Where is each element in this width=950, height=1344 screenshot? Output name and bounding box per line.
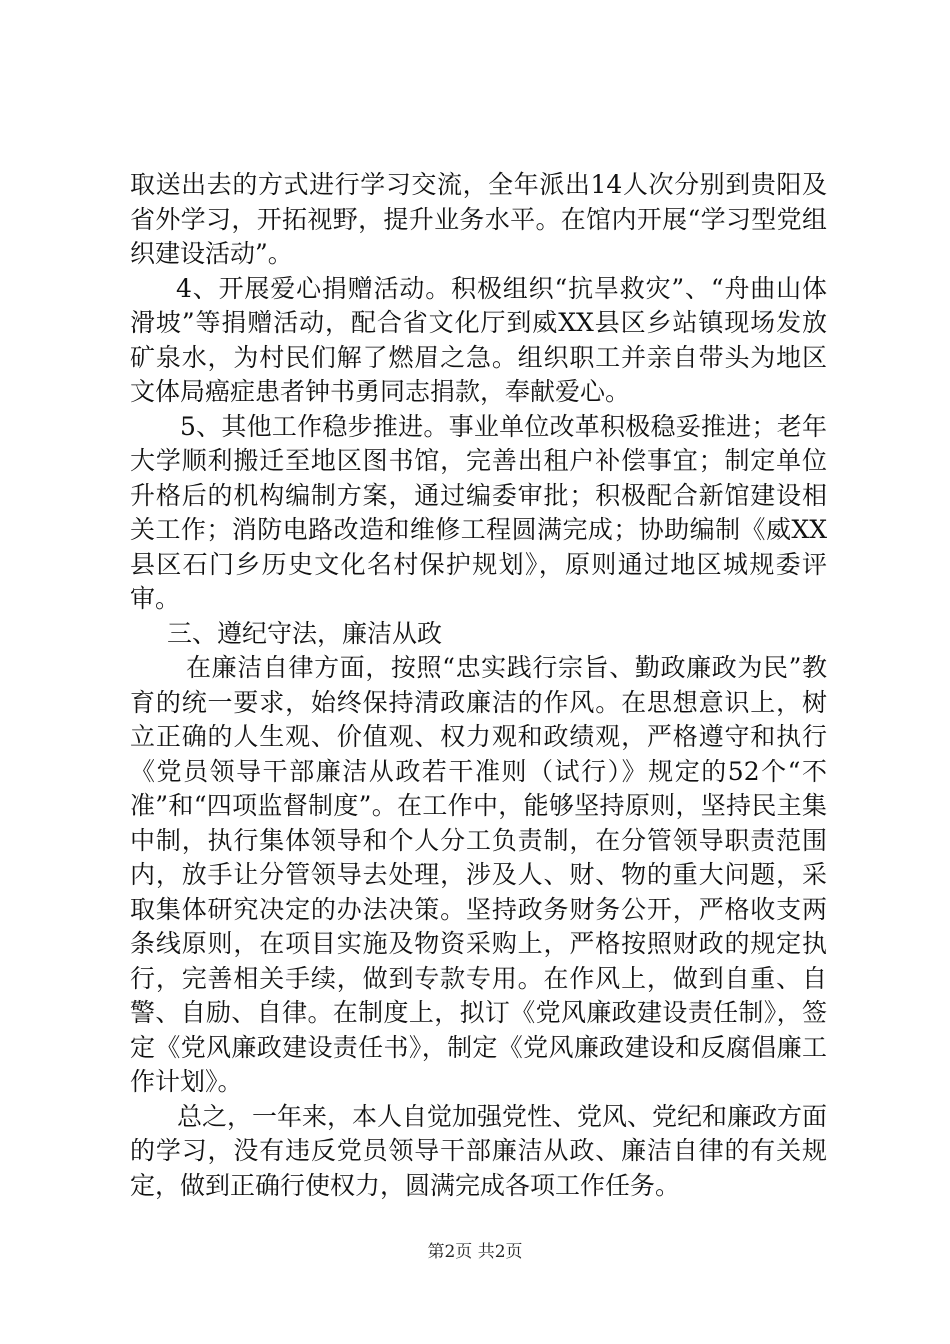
paragraph-continuation: 取送出去的方式进行学习交流，全年派出14人次分别到贵阳及省外学习，开拓视野，提升业务水平。在馆内开展“学习型党组织建设活动”。 (130, 170, 827, 268)
page-number-footer: 第2页 共2页 (427, 1242, 523, 1262)
paragraph-other-work: 5、其他工作稳步推进。事业单位改革积极稳妥推进；老年大学顺利搬迁至地区图书馆，完善出租户补偿事宜；制定单位升格后的机构编制方案，通过编委审批；积极配合新馆建设相关工作；消防电路改造和维修工程圆满完成；协助编制《威XX县区石门乡历史文化名村保护规划》，原则通过地区城规委评审。 (130, 411, 827, 613)
paragraph-integrity: 在廉洁自律方面，按照“忠实践行宗旨、勤政廉政为民”教育的统一要求，始终保持清政廉洁的作风。在思想意识上，树立正确的人生观、价值观、权力观和政绩观，严格遵守和执行《党员领导干部廉洁从政若干准则（试行）》规定的52个“不准”和“四项监督制度”。在工作中，能够坚持原则，坚持民主集中制，执行集体领导和个人分工负责制，在分管领导职责范围内，放手让分管领导去处理，涉及人、财、物的重大问题，采取集体研究决定的办法决策。坚持政务财务公开，严格收支两条线原则，在项目实施及物资采购上，严格按照财政的规定执行，完善相关手续，做到专款专用。在作风上，做到自重、自警、自励、自律。在制度上，拟订《党风廉政建设责任制》，签定《党风廉政建设责任书》，制定《党风廉政建设和反腐倡廉工作计划》。 (130, 653, 827, 1096)
paragraph-donation-activities: 4、开展爱心捐赠活动。积极组织“抗旱救灾”、“舟曲山体滑坡”等捐赠活动，配合省文化厅到威XX县区乡站镇现场发放矿泉水，为村民们解了燃眉之急。组织职工并亲自带头为地区文体局癌症患者钟书勇同志捐款，奉献爱心。 (130, 273, 827, 406)
section-heading-discipline: 三、遵纪守法，廉洁从政 (167, 618, 443, 648)
document-body (130, 168, 827, 1203)
paragraph-summary: 总之，一年来，本人自觉加强党性、党风、党纪和廉政方面的学习，没有违反党员领导干部廉洁从政、廉洁自律的有关规定，做到正确行使权力，圆满完成各项工作任务。 (130, 1101, 828, 1200)
